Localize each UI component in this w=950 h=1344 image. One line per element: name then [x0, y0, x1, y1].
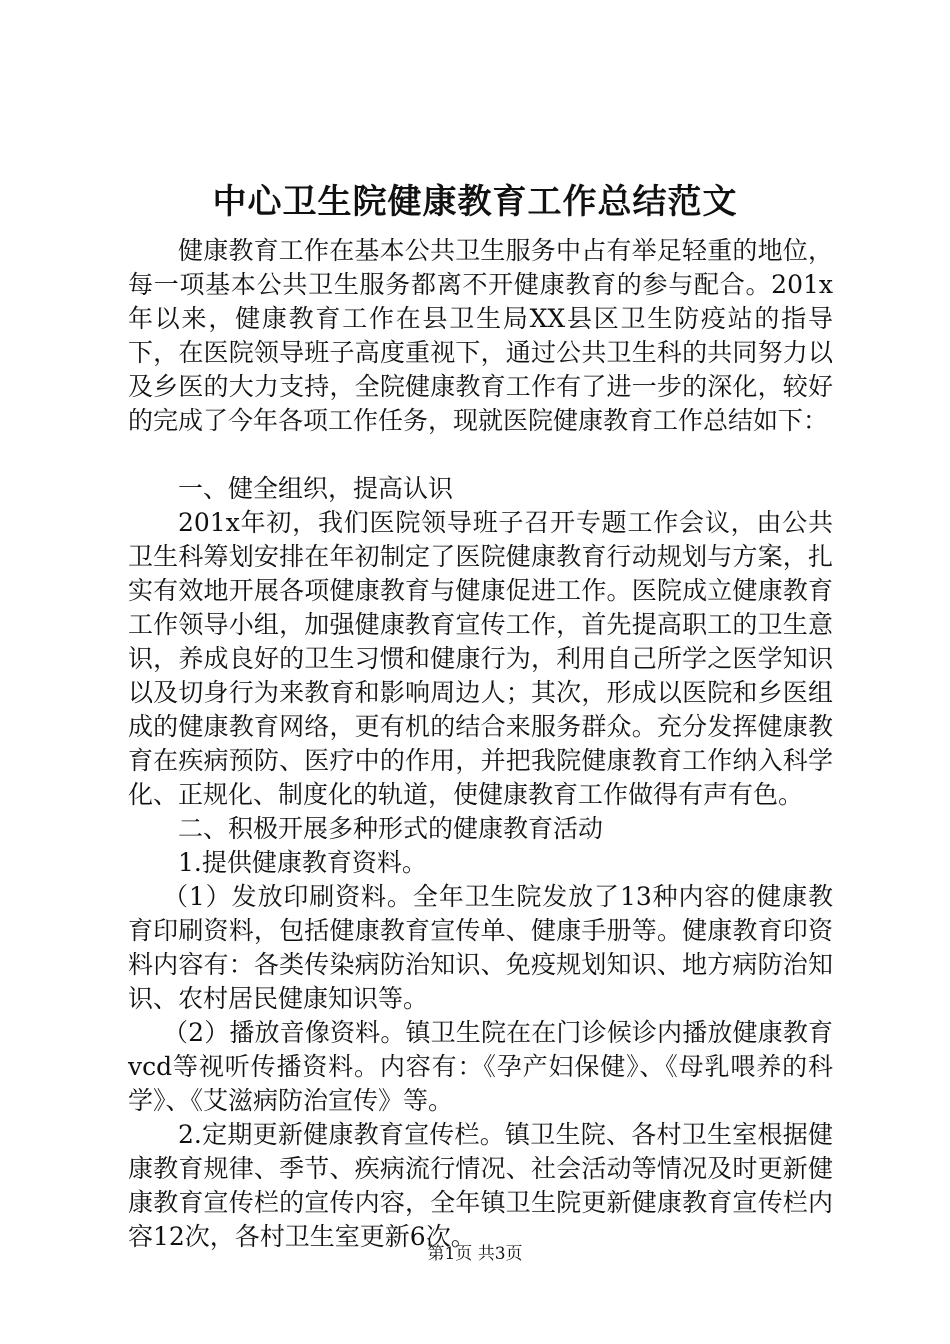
document-body: [128, 234, 833, 1254]
section-heading-2: 二、积极开展多种形式的健康教育活动: [178, 814, 604, 843]
audio-video-paragraph: （2）播放音像资料。镇卫生院在在门诊候诊内播放健康教育vcd等视听传播资料。内容有：《孕产妇保健》、《母乳喂养的科学》、《艾滋病防治宣传》等。: [128, 1018, 833, 1115]
section-1-paragraph: 201x年初，我们医院领导班子召开专题工作会议，由公共卫生科筹划安排在年初制定了医院健康教育行动规划与方案，扎实有效地开展各项健康教育与健康促进工作。医院成立健康教育工作领导小组，加强健康教育宣传工作，首先提高职工的卫生意识，养成良好的卫生习惯和健康行为，利用自己所学之医学知识以及切身行为来教育和影响周边人；其次，形成以医院和乡医组成的健康教育网络，更有机的结合来服务群众。充分发挥健康教育在疾病预防、医疗中的作用，并把我院健康教育工作纳入科学化、正规化、制度化的轨道，使健康教育工作做得有声有色。: [128, 508, 833, 809]
document-title: 中心卫生院健康教育工作总结范文: [212, 182, 738, 222]
intro-paragraph: 健康教育工作在基本公共卫生服务中占有举足轻重的地位，每一项基本公共卫生服务都离不开健康教育的参与配合。201x年以来，健康教育工作在县卫生局XX县区卫生防疫站的指导下，在医院领导班子高度重视下，通过公共卫生科的共同努力以及乡医的大力支持，全院健康教育工作有了进一步的深化，较好的完成了今年各项工作任务，现就医院健康教育工作总结如下：: [128, 236, 833, 435]
subsection-heading-1: 1.提供健康教育资料。: [178, 848, 427, 877]
page-footer: 第1页 共3页: [427, 1244, 523, 1264]
print-materials-paragraph: （1）发放印刷资料。全年卫生院发放了13种内容的健康教育印刷资料，包括健康教育宣传单、健康手册等。健康教育印资料内容有：各类传染病防治知识、免疫规划知识、地方病防治知识、农村居民健康知识等。: [128, 882, 833, 1013]
bulletin-board-paragraph: 2.定期更新健康教育宣传栏。镇卫生院、各村卫生室根据健康教育规律、季节、疾病流行情况、社会活动等情况及时更新健康教育宣传栏的宣传内容，全年镇卫生院更新健康教育宣传栏内容12次，各村卫生室更新6次。: [128, 1120, 833, 1251]
section-heading-1: 一、健全组织，提高认识: [178, 474, 454, 503]
